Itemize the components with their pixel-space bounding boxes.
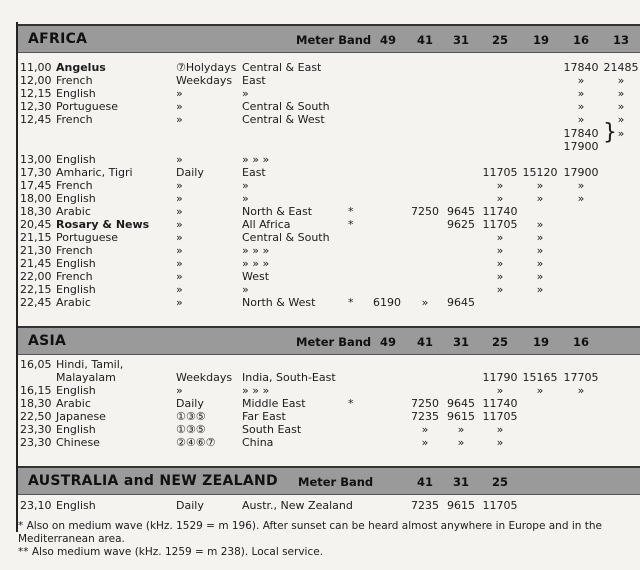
freq-16: » [577, 113, 585, 126]
schedule-row [18, 192, 640, 205]
band-header-africa [18, 24, 640, 53]
freq-25: 11705 [482, 410, 518, 423]
schedule-row [18, 113, 640, 126]
days: » [176, 270, 183, 283]
band-41: 41 [416, 475, 433, 489]
footnote-1: * Also on medium wave (kHz. 1529 = m 196). After sunset can be heard almost anywhere in Europe and in the Mediterranean area. [18, 520, 602, 545]
days: » [176, 153, 183, 166]
area: East [242, 166, 266, 179]
time: 13,00 [20, 153, 52, 166]
freq-16: 17840 [563, 61, 599, 74]
schedule-row [18, 218, 640, 231]
time: 23,10 [20, 499, 52, 512]
freq-19: » [536, 384, 544, 397]
time: 23,30 [20, 423, 52, 436]
freq-19: » [536, 244, 544, 257]
language: English [56, 283, 96, 296]
freq-25: 11740 [482, 397, 518, 410]
days: » [176, 100, 183, 113]
language: Portuguese [56, 231, 118, 244]
area: Central & South [242, 231, 330, 244]
freq-13: » [617, 74, 625, 87]
band-25: 25 [491, 335, 508, 349]
days: Weekdays [176, 74, 233, 87]
band-16: 16 [572, 33, 589, 47]
days: » [176, 231, 183, 244]
days: » [176, 384, 183, 397]
freq-25: 11705 [482, 166, 518, 179]
days: ①③⑤ [176, 423, 206, 436]
meter-band-label: Meter Band [296, 335, 372, 349]
schedule-row [18, 231, 640, 244]
schedule-row [18, 371, 640, 384]
time: 21,30 [20, 244, 52, 257]
freq-25: » [496, 244, 504, 257]
time: 16,05 [20, 358, 52, 371]
freq-19: » [536, 270, 544, 283]
schedule-row [18, 397, 640, 410]
schedule-row [18, 74, 640, 87]
language: French [56, 74, 93, 87]
schedule-row [18, 410, 640, 423]
area: » [242, 87, 249, 100]
days: » [176, 179, 183, 192]
freq-25: 11705 [482, 218, 518, 231]
freq-19: » [536, 283, 544, 296]
area: Central & South [242, 100, 330, 113]
language: French [56, 179, 93, 192]
schedule-row [18, 270, 640, 283]
freq-31: 9645 [447, 397, 475, 410]
freq-41: 7235 [411, 410, 439, 423]
medium-wave-mark: * [348, 218, 354, 231]
freq-25: 11705 [482, 499, 518, 512]
time: 22,50 [20, 410, 52, 423]
extra-freq-row [18, 127, 640, 140]
schedule-row [18, 205, 640, 218]
time: 18,00 [20, 192, 52, 205]
schedule-row [18, 283, 640, 296]
days: Daily [176, 397, 204, 410]
time: 21,45 [20, 257, 52, 270]
extra-freq-a: 17840 [563, 127, 599, 140]
days: ②④⑥⑦ [176, 436, 216, 449]
medium-wave-mark: * [348, 397, 354, 410]
days: Weekdays [176, 371, 233, 384]
freq-19: 15120 [522, 166, 558, 179]
area: North & West [242, 296, 316, 309]
schedule-row [18, 499, 640, 512]
band-25: 25 [491, 475, 508, 489]
area: » » » [242, 244, 270, 257]
days: » [176, 218, 183, 231]
freq-31: 9645 [447, 296, 475, 309]
freq-31: » [457, 423, 465, 436]
freq-31: 9625 [447, 218, 475, 231]
band-25: 25 [491, 33, 508, 47]
days: » [176, 87, 183, 100]
freq-41: 7235 [411, 499, 439, 512]
freq-25: » [496, 283, 504, 296]
area: All Africa [242, 218, 291, 231]
region-title: ASIA [28, 333, 67, 349]
freq-31: 9615 [447, 410, 475, 423]
time: 16,15 [20, 384, 52, 397]
schedule-row [18, 87, 640, 100]
freq-19: » [536, 218, 544, 231]
area: East [242, 74, 266, 87]
schedule-row [18, 257, 640, 270]
time: 18,30 [20, 205, 52, 218]
freq-41: » [421, 296, 429, 309]
freq-49: 6190 [373, 296, 401, 309]
language: English [56, 499, 96, 512]
time: 22,45 [20, 296, 52, 309]
area: » » » [242, 257, 270, 270]
freq-16: » [577, 87, 585, 100]
meter-band-label: Meter Band [298, 475, 374, 489]
area: South East [242, 423, 302, 436]
freq-41: » [421, 423, 429, 436]
language: English [56, 257, 96, 270]
band-19: 19 [532, 33, 549, 47]
footnote-2: ** Also medium wave (kHz. 1259 = m 238). Local service. [18, 546, 324, 558]
language: Arabic [56, 296, 91, 309]
language: French [56, 270, 93, 283]
schedule-row [18, 358, 640, 371]
area: Far East [242, 410, 286, 423]
time: 12,15 [20, 87, 52, 100]
area: » [242, 192, 249, 205]
freq-16: » [577, 384, 585, 397]
freq-16: 17900 [563, 166, 599, 179]
days: » [176, 296, 183, 309]
band-header-australia [18, 466, 640, 495]
band-header-asia [18, 326, 640, 355]
schedule-row [18, 384, 640, 397]
freq-25: 11740 [482, 205, 518, 218]
area: China [242, 436, 274, 449]
language: Arabic [56, 205, 91, 218]
schedule-row [18, 166, 640, 179]
band-31: 31 [452, 335, 469, 349]
freq-41: 7250 [411, 397, 439, 410]
language: Japanese [56, 410, 106, 423]
region-title: AUSTRALIA and NEW ZEALAND [28, 473, 278, 489]
freq-25: » [496, 270, 504, 283]
freq-16: » [577, 179, 585, 192]
freq-25: » [496, 231, 504, 244]
freq-31: 9645 [447, 205, 475, 218]
freq-41: » [421, 436, 429, 449]
language: Rosary & News [56, 218, 150, 231]
language: Chinese [56, 436, 100, 449]
days: » [176, 244, 183, 257]
schedule-row [18, 100, 640, 113]
time: 17,30 [20, 166, 52, 179]
freq-25: » [496, 192, 504, 205]
language: Portuguese [56, 100, 118, 113]
freq-13: » [617, 100, 625, 113]
area: » » » [242, 153, 270, 166]
freq-16: » [577, 192, 585, 205]
days: » [176, 257, 183, 270]
band-13: 13 [612, 33, 629, 47]
time: 17,45 [20, 179, 52, 192]
freq-41: 7250 [411, 205, 439, 218]
language: French [56, 244, 93, 257]
area: » [242, 283, 249, 296]
freq-16: 17705 [563, 371, 599, 384]
area: Middle East [242, 397, 306, 410]
days: Daily [176, 166, 204, 179]
freq-31: 9615 [447, 499, 475, 512]
days: Daily [176, 499, 204, 512]
language: Amharic, Tigri [56, 166, 133, 179]
area: Central & West [242, 113, 325, 126]
freq-13: » [617, 87, 625, 100]
days: ①③⑤ [176, 410, 206, 423]
band-16: 16 [572, 335, 589, 349]
schedule-row [18, 296, 640, 309]
freq-19: » [536, 179, 544, 192]
schedule-row [18, 423, 640, 436]
schedule-row [18, 61, 640, 74]
band-31: 31 [452, 475, 469, 489]
freq-19: 15165 [522, 371, 558, 384]
language: English [56, 423, 96, 436]
language: Malayalam [56, 371, 116, 384]
days: » [176, 113, 183, 126]
days: ⑦Holydays [176, 61, 237, 74]
meter-band-label: Meter Band [296, 33, 372, 47]
time: 22,00 [20, 270, 52, 283]
language: Angelus [56, 61, 106, 74]
band-31: 31 [452, 33, 469, 47]
freq-19: » [536, 257, 544, 270]
freq-13: 21485 [603, 61, 639, 74]
area: North & East [242, 205, 313, 218]
area: Austr., New Zealand [242, 499, 353, 512]
time: 23,30 [20, 436, 52, 449]
language: English [56, 87, 96, 100]
time: 22,15 [20, 283, 52, 296]
language: Arabic [56, 397, 91, 410]
freq-19: » [536, 231, 544, 244]
language: Hindi, Tamil, [56, 358, 124, 371]
time: 12,00 [20, 74, 52, 87]
time: 12,45 [20, 113, 52, 126]
extra-freq-c: » [617, 127, 625, 140]
freq-25: » [496, 423, 504, 436]
freq-13: » [617, 113, 625, 126]
area: India, South-East [242, 371, 336, 384]
language: English [56, 153, 96, 166]
freq-25: » [496, 384, 504, 397]
days: » [176, 192, 183, 205]
days: » [176, 205, 183, 218]
time: 20,45 [20, 218, 52, 231]
language: English [56, 384, 96, 397]
medium-wave-mark: * [348, 296, 354, 309]
days: » [176, 283, 183, 296]
freq-16: » [577, 74, 585, 87]
schedule-row [18, 436, 640, 449]
time: 11,00 [20, 61, 52, 74]
region-title: AFRICA [28, 31, 88, 47]
schedule-row [18, 179, 640, 192]
band-41: 41 [416, 335, 433, 349]
band-19: 19 [532, 335, 549, 349]
band-41: 41 [416, 33, 433, 47]
area: » » » [242, 384, 270, 397]
freq-16: » [577, 100, 585, 113]
freq-25: » [496, 179, 504, 192]
freq-31: » [457, 436, 465, 449]
freq-25: 11790 [482, 371, 518, 384]
freq-25: » [496, 257, 504, 270]
schedule-row [18, 153, 640, 166]
schedule-row [18, 244, 640, 257]
band-49: 49 [379, 335, 396, 349]
band-49: 49 [379, 33, 396, 47]
freq-25: » [496, 436, 504, 449]
extra-freq-row [18, 140, 640, 153]
medium-wave-mark: * [348, 205, 354, 218]
area: West [242, 270, 270, 283]
freq-19: » [536, 192, 544, 205]
time: 12,30 [20, 100, 52, 113]
brace-icon: } [603, 120, 617, 145]
area: » [242, 179, 249, 192]
time: 18,30 [20, 397, 52, 410]
time: 21,15 [20, 231, 52, 244]
language: English [56, 192, 96, 205]
extra-freq-b: 17900 [563, 140, 599, 153]
area: Central & East [242, 61, 322, 74]
language: French [56, 113, 93, 126]
